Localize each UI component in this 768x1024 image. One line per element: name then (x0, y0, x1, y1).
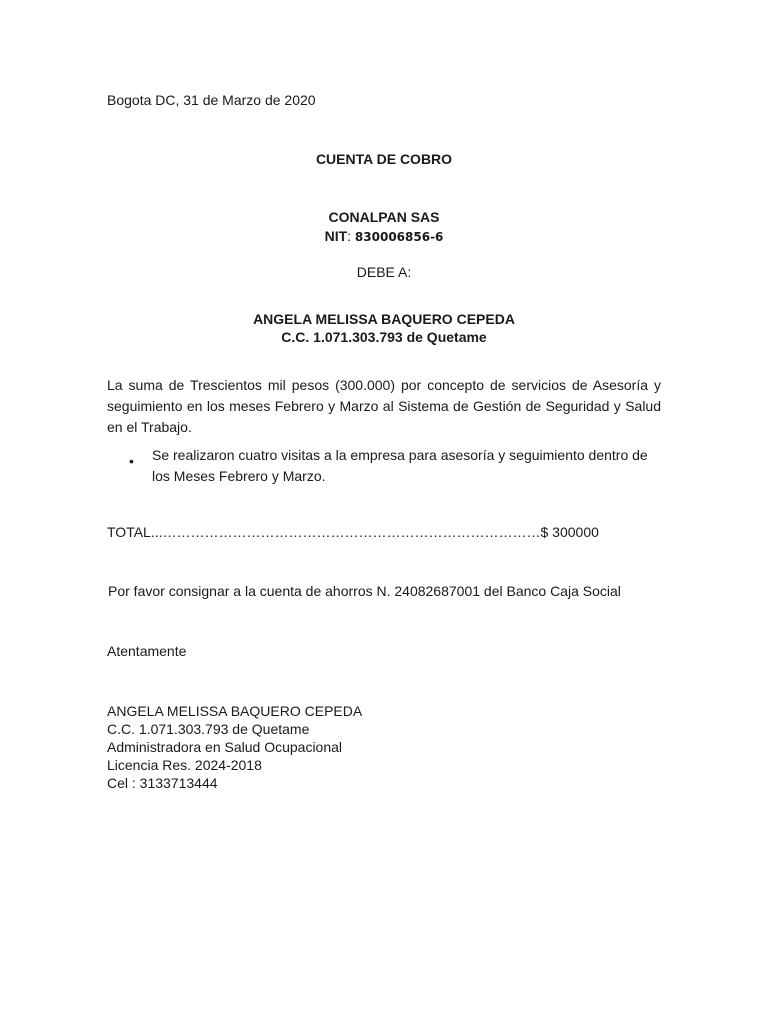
bullet-item: Se realizaron cuatro visitas a la empresa para asesoría y seguimiento dentro de los Meses Febrero y Marzo. (152, 447, 648, 484)
owes-to-label: DEBE A: (356, 264, 412, 280)
nit-label: NIT (324, 228, 348, 244)
signature-title: Administradora en Salud Ocupacional (107, 739, 343, 755)
signature-id: C.C. 1.071.303.793 de Quetame (107, 721, 310, 737)
debtor-nit (0, 228, 768, 244)
payment-note: Por favor consignar a la cuenta de ahorros N. 24082687001 del Banco Caja Social (108, 583, 621, 599)
nit-separator: : (347, 228, 352, 244)
bullet-icon: • (129, 453, 134, 469)
signature-name: ANGELA MELISSA BAQUERO CEPEDA (107, 703, 363, 719)
closing-text: Atentamente (107, 643, 187, 659)
document-title: CUENTA DE COBRO (315, 151, 453, 167)
creditor-name: ANGELA MELISSA BAQUERO CEPEDA (253, 311, 515, 327)
nit-value: 830006856-6 (354, 230, 444, 244)
total-line: TOTAL...………………………………………………………………………$ 300000 (107, 524, 599, 540)
signature-phone: Cel : 3133713444 (107, 775, 218, 791)
creditor-id: C.C. 1.071.303.793 de Quetame (281, 329, 487, 345)
debtor-name: CONALPAN SAS (328, 209, 440, 225)
body-paragraph: La suma de Trescientos mil pesos (300.000) por concepto de servicios de Asesoría y seguimiento en los meses Febrero y Marzo al Sistema de Gestión de Seguridad y Salud en el Trabajo. (107, 377, 661, 435)
date-line: Bogota DC, 31 de Marzo de 2020 (107, 92, 316, 108)
signature-license: Licencia Res. 2024-2018 (107, 757, 262, 773)
